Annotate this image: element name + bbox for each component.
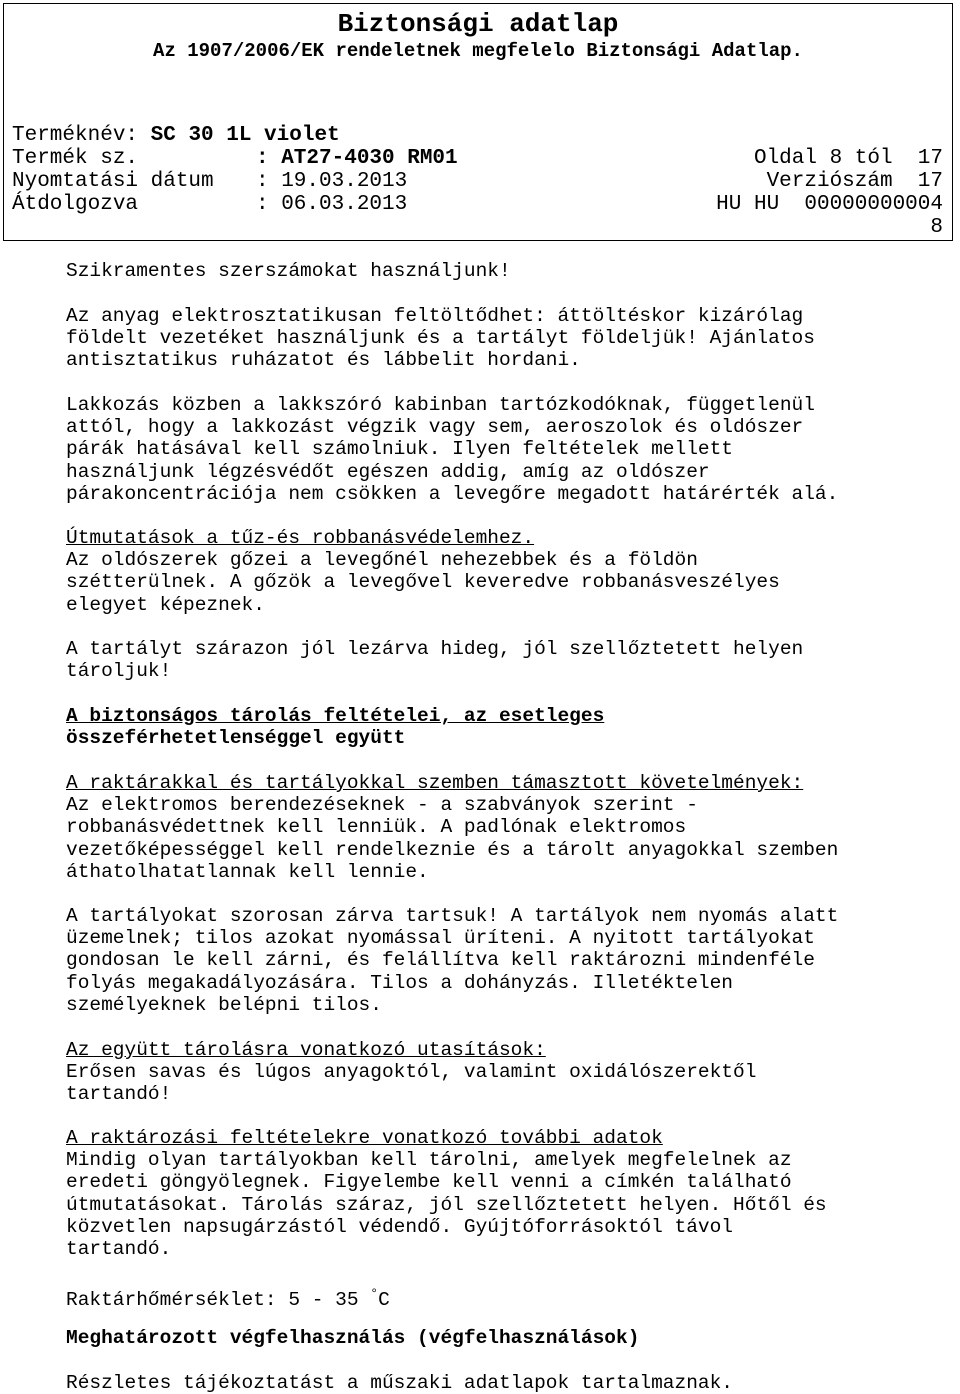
code-info-cont: 8 [930,216,943,239]
paragraph-electrostatic: Az anyag elektrosztatikusan feltöltődhet: áttöltéskor kizárólag földelt vezetéket használjunk és a tartályt földeljük! Ajánlatos antisztatikus ruházatot és lábbelit hordani. [66,305,815,372]
storage-temperature: Raktárhőmérséklet: 5 - 35 °C [66,1286,390,1311]
revised-value: : 06.03.2013 [256,193,408,216]
paragraph-lacquering: Lakkozás közben a lakkszóró kabinban tartózkodóknak, függetlenül attól, hogy a lakkozást végzik vagy sem, aeroszolok és oldószer párák hatásával kell számolniuk. Ilyen feltételek mellett használjunk légzésvédőt egészen addig, amíg az oldószer párakoncentrációja nem csökken a levegőre megadott határérték alá. [66,394,839,505]
paragraph-spark-free-tools: Szikramentes szerszámokat használjunk! [66,260,511,282]
storage-conditions-heading: A biztonságos tárolás feltételei, az esetleges összeférhetetlenséggel együtt [66,705,605,750]
document-header [3,3,953,241]
product-name-row [12,124,340,148]
print-date-label: Nyomtatási dátum [12,170,214,193]
warehouse-requirements-heading: A raktárakkal és tartályokkal szemben támasztott követelmények: [66,772,804,794]
product-name-value: SC 30 1L violet [150,124,340,147]
document-subtitle: Az 1907/2006/EK rendeletnek megfelelo Biztonsági Adatlap. [153,40,803,62]
paragraph-containers-closed: A tartályokat szorosan zárva tartsuk! A tartályok nem nyomás alatt üzemelnek; tilos azokat nyomással üríteni. A nyitott tartályokat gondosan le kell zárni, és felállítva kell raktározni mindenféle folyás megakadályozására. Tilos a dohányzás. Illetéktelen személyeknek belépni tilos. [66,905,839,1016]
paragraph-container-storage: A tartályt szárazon jól lezárva hideg, jól szellőztetett helyen tároljuk! [66,638,804,683]
document-title: Biztonsági adatlap [337,9,619,39]
section-warehouse-requirements: A raktárakkal és tartályokkal szemben támasztott követelmények: Az elektromos berendezéseknek - a szabványok szerint - robbanásvédettnek kell lenniük. A padlónak elektromos vezetőképességgel kell rendelkeznie és a tárolt anyagokkal szemben áthatolhatatlannak kell lennie. [66,772,956,883]
paragraph-technical-sheets: Részletes tájékoztatást a műszaki adatlapok tartalmaznak. [66,1372,734,1394]
page-info: Oldal 8 tól 17 [753,147,943,170]
fire-protection-heading: Útmutatások a tűz-és robbanásvédelemhez. [66,527,535,549]
degree-symbol: ° [370,1286,379,1301]
product-name-label: Terméknév: [12,124,139,147]
further-storage-heading: A raktározási feltételekre vonatkozó további adatok [66,1127,663,1149]
end-use-heading: Meghatározott végfelhasználás (végfelhasználások) [66,1327,640,1349]
product-no-value: : AT27-4030 RM01 [256,147,458,170]
product-no-label: Termék sz. [12,147,139,170]
print-date-value: : 19.03.2013 [256,170,408,193]
revised-label: Átdolgozva [12,193,139,216]
joint-storage-heading: Az együtt tárolásra vonatkozó utasítások: [66,1039,546,1061]
section-joint-storage: Az együtt tárolásra vonatkozó utasítások: Erősen savas és lúgos anyagoktól, valamint oxidálószerektől tartandó! [66,1039,956,1106]
section-fire-protection: Útmutatások a tűz-és robbanásvédelemhez. Az oldószerek gőzei a levegőnél nehezebbek és a földön szétterülnek. A gőzök a levegővel keveredve robbanásveszélyes elegyet képeznek. [66,527,956,616]
code-info: HU HU 00000000004 [716,193,943,216]
section-further-storage: A raktározási feltételekre vonatkozó további adatok Mindig olyan tartályokban kell tárolni, amelyek megfelelnek az eredeti göngyölegnek. Figyelembe kell venni a címkén található útmutatásokat. Tárolás száraz, jól szellőztetett helyen. Hőtől és közvetlen napsugárzástól védendő. Gyújtóforrásoktól távol tartandó. [66,1127,956,1260]
version-info: Verziószám 17 [766,170,943,193]
